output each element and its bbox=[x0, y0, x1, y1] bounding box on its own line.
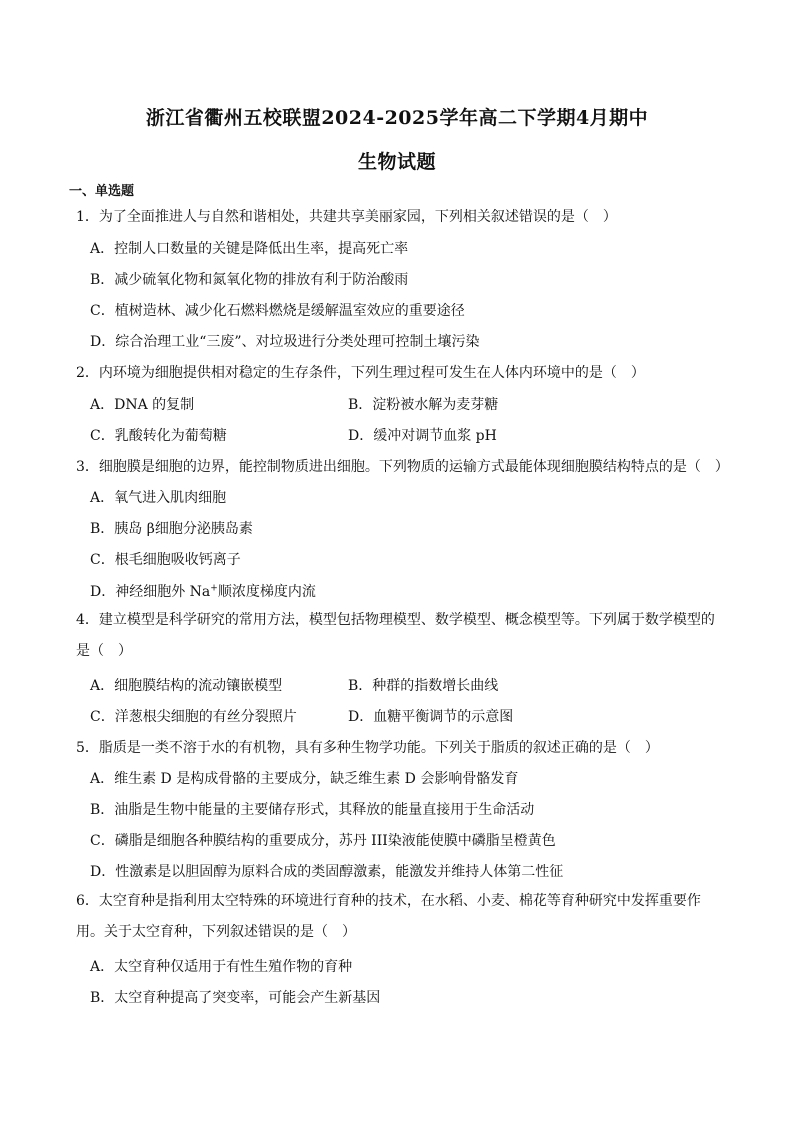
question-5-option-c: C．磷脂是细胞各种膜结构的重要成分，苏丹 III染液能使膜中磷脂呈橙黄色 bbox=[90, 833, 556, 849]
sodium-charge: + bbox=[210, 583, 218, 594]
question-1-stem: 1．为了全面推进人与自然和谐相处，共建共享美丽家园，下列相关叙述错误的是（ ） bbox=[76, 209, 617, 225]
question-3-option-a: A．氧气进入肌肉细胞 bbox=[90, 490, 227, 506]
question-1-option-c: C．植树造林、减少化石燃料燃烧是缓解温室效应的重要途径 bbox=[90, 303, 465, 319]
exam-title: 浙江省衢州五校联盟2024-2025学年高二下学期4月期中 bbox=[145, 107, 649, 129]
section-heading: 一、单选题 bbox=[69, 184, 135, 199]
question-6-option-b: B．太空育种提高了突变率，可能会产生新基因 bbox=[90, 990, 381, 1006]
question-3-option-b: B．胰岛 β细胞分泌胰岛素 bbox=[90, 521, 253, 537]
question-1-option-d: D．综合治理工业“三废”、对垃圾进行分类处理可控制土壤污染 bbox=[90, 334, 480, 350]
question-3-option-c: C．根毛细胞吸收钙离子 bbox=[90, 552, 241, 568]
question-2-option-d: D．缓冲对调节血浆 pH bbox=[348, 428, 497, 444]
question-4-option-d: D．血糖平衡调节的示意图 bbox=[348, 709, 514, 725]
question-1-option-b: B．减少硫氧化物和氮氧化物的排放有利于防治酸雨 bbox=[90, 272, 409, 288]
question-5-option-b: B．油脂是生物中能量的主要储存形式，其释放的能量直接用于生命活动 bbox=[90, 802, 535, 818]
question-3-option-d-text: D．神经细胞外 Na bbox=[90, 584, 211, 600]
exam-subtitle: 生物试题 bbox=[357, 151, 436, 173]
question-3-stem: 3．细胞膜是细胞的边界，能控制物质进出细胞。下列物质的运输方式最能体现细胞膜结构特点的是（ ） bbox=[76, 459, 729, 475]
question-2-stem: 2．内环境为细胞提供相对稳定的生存条件，下列生理过程可发生在人体内环境中的是（ ） bbox=[76, 365, 645, 381]
question-1-option-a: A．控制人口数量的关键是降低出生率，提高死亡率 bbox=[90, 241, 409, 257]
question-2-option-a: A．DNA 的复制 bbox=[90, 397, 195, 413]
question-2-option-b: B．淀粉被水解为麦芽糖 bbox=[348, 397, 499, 413]
question-4-option-b: B．种群的指数增长曲线 bbox=[348, 678, 499, 694]
question-3-option-d-tail: 顺浓度梯度内流 bbox=[217, 584, 316, 600]
question-6-option-a: A．太空育种仅适用于有性生殖作物的育种 bbox=[90, 959, 353, 975]
question-3-option-d bbox=[90, 581, 316, 601]
question-2-option-c: C．乳酸转化为葡萄糖 bbox=[90, 428, 227, 444]
question-6-stem: 6．太空育种是指利用太空特殊的环境进行育种的技术，在水稻、小麦、棉花等育种研究中发挥重要作用。关于太空育种，下列叙述错误的是（ ） bbox=[76, 893, 701, 940]
question-5-option-a: A．维生素 D 是构成骨骼的主要成分，缺乏维生素 D 会影响骨骼发育 bbox=[90, 771, 519, 787]
question-5-option-d: D．性激素是以胆固醇为原料合成的类固醇激素，能激发并维持人体第二性征 bbox=[90, 864, 564, 880]
question-4-option-c: C．洋葱根尖细胞的有丝分裂照片 bbox=[90, 709, 297, 725]
question-4-stem: 4．建立模型是科学研究的常用方法，模型包括物理模型、数学模型、概念模型等。下列属于数学模型的是（ ） bbox=[76, 612, 715, 659]
question-5-stem: 5．脂质是一类不溶于水的有机物，具有多种生物学功能。下列关于脂质的叙述正确的是（ ） bbox=[76, 740, 659, 756]
question-4-option-a: A．细胞膜结构的流动镶嵌模型 bbox=[90, 678, 283, 694]
